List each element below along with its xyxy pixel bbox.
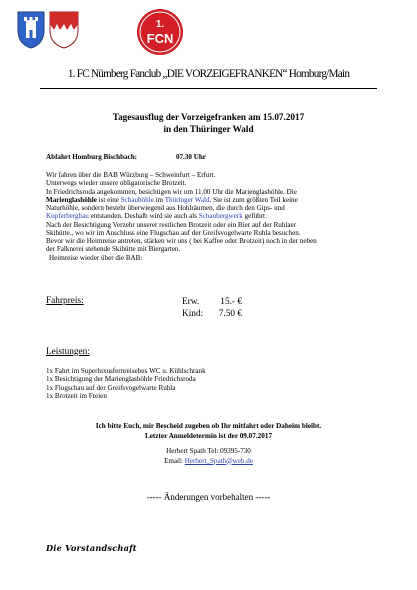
trip-title-line2: in den Thüringer Wald	[163, 123, 254, 134]
fcn-club-logo	[136, 8, 184, 56]
fcn-logo-main-text: FCN	[146, 31, 174, 46]
contact-block	[0, 447, 417, 466]
trip-description	[46, 171, 317, 262]
fcn-logo-top-text: 1.	[155, 19, 165, 30]
trip-title	[0, 112, 417, 135]
description-line: Unterwegs wieder unsere obligatorische Brotzeit.	[46, 179, 187, 188]
cave-name: Marienglashöhle	[46, 195, 97, 204]
description-text: entstanden. Deshalb wird sie auch als	[88, 212, 199, 221]
thuringian-forest-link[interactable]: Thüringer Wald	[164, 195, 210, 204]
price-row-label: Kind:	[182, 309, 204, 319]
service-item: 1x Flugschau auf der Greifsvogelwarte Ruhla	[46, 383, 176, 392]
services-list	[46, 367, 206, 400]
price-row-adult	[182, 296, 242, 308]
email-label: Email:	[164, 456, 185, 465]
description-line: Naturhöhle, sondern besteht überwiegend aus Hohlräumen, die durch den Gips- und	[46, 204, 285, 212]
description-text: ist eine	[96, 195, 121, 204]
contact-name-phone: Herbert Spath Tel: 09395-730	[166, 447, 251, 455]
changes-note: ----- Änderungen vorbehalten -----	[146, 492, 271, 502]
description-line: Skihütte., wo wir im Anschluss eine Flugschau auf der Greifsvogelwarte Ruhla besuchen.	[46, 228, 301, 237]
service-item: 1x Brotzeit im Freien	[46, 391, 107, 400]
description-line: Nach der Besichtigung Verzehr unserer restlichen Brotzeit oder ein Bier auf der Ruhlaer	[46, 220, 297, 229]
departure-info	[46, 153, 206, 161]
contact-email-line	[0, 457, 417, 467]
description-line: Bevor wir die Heimreise antreten, stärken wir uns ( bei Kaffee oder Brotzeit) noch in der neben	[46, 237, 317, 245]
description-line	[46, 196, 317, 204]
departure-time: 07.30 Uhr	[176, 153, 206, 161]
departure-label: Abfahrt Homburg Bischbach:	[46, 153, 138, 161]
price-row-child	[182, 308, 242, 320]
description-line: der Falknerei stehende Skihütte mit Biergarten.	[46, 245, 181, 254]
show-cave-link[interactable]: Schauhöhle	[120, 195, 154, 204]
price-row-value: 7.50 €	[218, 309, 242, 319]
description-line: In Friedrichsroda angekommen, besichtigen wir um 11.00 Uhr die Marienglashöhle. Die	[46, 187, 297, 196]
notice-line: Ich bitte Euch, mir Bescheid zugeben ob Ihr mitfahrt oder Daheim bleibt.	[95, 422, 322, 430]
deadline-line: Letzter Anmeldetermin ist der 09.07.2017	[144, 431, 273, 440]
price-row-value: 15.- €	[220, 297, 242, 307]
signature: Die Vorstandschaft	[46, 543, 137, 553]
description-line: Heimreise wieder über die BAB:	[49, 253, 143, 262]
description-line	[46, 212, 317, 220]
club-title: 1. FC Nürnberg Fanclub „DIE VORZEIGEFRANKEN“ Homburg/Main	[67, 68, 350, 80]
description-text: geführt.	[242, 212, 267, 221]
copper-mining-link[interactable]: Kupferbergbau	[46, 212, 89, 221]
description-text: im	[153, 195, 165, 204]
service-item: 1x Fahrt im Superluxusfernreisebus WC u. Kühlschrank	[46, 367, 206, 375]
service-item: 1x Besichtigung der Marienglashöhle Friedrichsroda	[46, 375, 196, 384]
description-text: . Sie ist zum größten Teil keine	[209, 195, 298, 204]
header-divider	[40, 88, 377, 89]
email-link[interactable]: Herbert_Spath@web.de	[184, 456, 253, 465]
price-label: Fahrpreis:	[46, 296, 84, 306]
trip-title-line1: Tagesausflug der Vorzeigefranken am 15.07.2017	[112, 112, 305, 122]
registration-notice	[0, 422, 417, 441]
show-mine-link[interactable]: Schaubergwerk	[198, 212, 243, 221]
price-table	[182, 296, 242, 320]
services-label: Leistungen:	[46, 347, 90, 357]
description-line: Wir fahren über die BAB Würzburg – Schweinfurt – Erfurt.	[46, 171, 216, 179]
price-row-label: Erw.	[182, 297, 200, 307]
municipal-crest-icon	[16, 10, 80, 50]
